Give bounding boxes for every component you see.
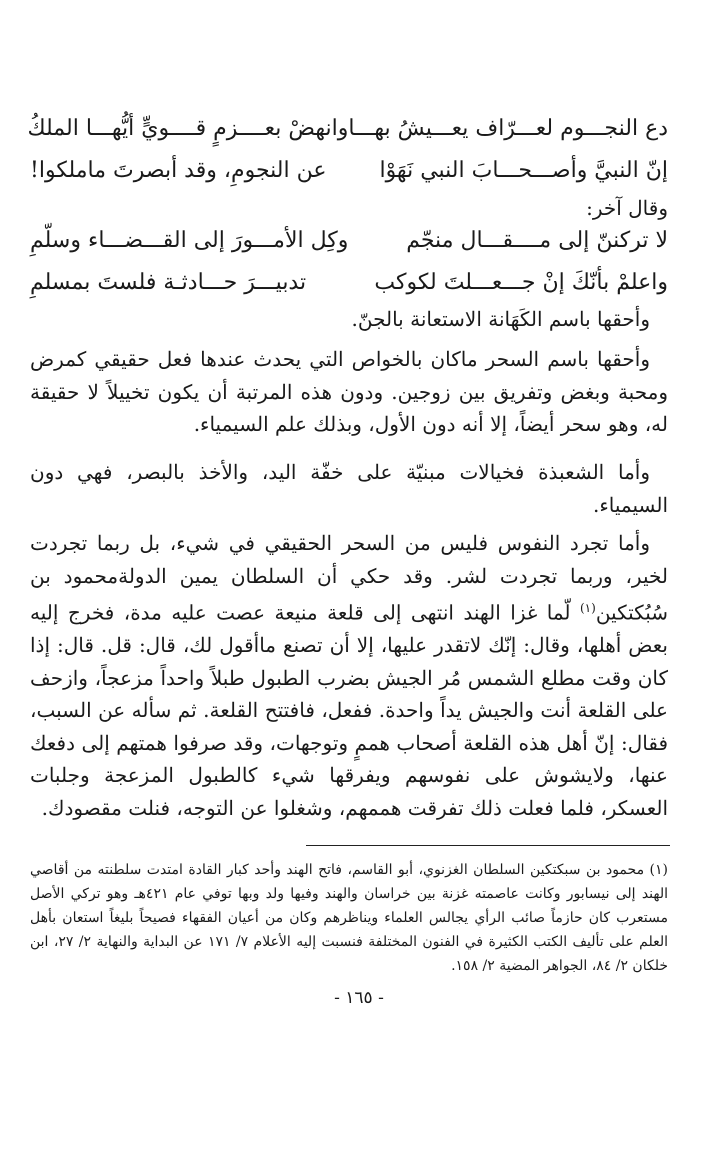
poem2-intro: وقال آخر: — [586, 196, 668, 220]
poem1-line2-second-hemistich: عن النجومِ، وقد أبصرتَ ماملكوا! — [30, 157, 327, 183]
poem1-line1-first-hemistich: دع النجـــوم لعـــرّاف يعـــيشُ بهـــا — [348, 115, 668, 141]
poem1-line2-first-hemistich: إنّ النبيَّ وأصـــحـــابَ النبي نَهَوْا — [379, 157, 668, 183]
poem2-line1-second-hemistich: وكِل الأمـــورَ إلى القـــضـــاء وسلّمِ — [30, 227, 349, 253]
poem2-verse-1 — [30, 220, 668, 260]
poem1-verse-1 — [27, 108, 668, 148]
poem2-line1-first-hemistich: لا تركننّ إلى مــــقـــال منجّم — [406, 227, 668, 253]
poem2-verse-2 — [30, 262, 668, 302]
paragraph-kahana: وأحقها باسم الكَهَانة الاستعانة بالجنّ. — [351, 307, 650, 331]
paragraph-tajarrud-part2: لّما غزا الهند انتهى إلى قلعة منيعة عصت عليه مدة، فخرج إليه بعض أهلها، وقال: إنّك لاتقدر عليها، إلا أن تصنع ماأقول لك، قال: قل. قال: إذا كان وقت مطلع الشمس مُر الجيش بضرب الطبول طبلاً واحداً مزعجاً، وازحف على القلعة أنت والجيش يداً واحدة. ففعل، فافتتح القلعة. ثم سأله عن السبب، فقال: إنّ أهل هذه القلعة أصحاب هممٍ وتوجهات، وقد صرفوا همتهم إلى دفعك عنها، ولايشوش على نفوسهم ويفرقها شيء كالطبول المزعجة وجلبات العسكر، فلما فعلت ذلك تفرقت هممهم، وشغلوا عن التوجه، فنلت مقصودك. — [30, 600, 668, 820]
paragraph-tajarrud-nufus — [30, 527, 668, 824]
paragraph-tajarrud-part1: وأما تجرد النفوس فليس من السحر الحقيقي في شيء، بل ربما تجردت لخير، وربما تجردت لشر. وقد حكي أن السلطان يمين الدولةمحمود بن سُبُكتكين — [30, 531, 668, 625]
paragraph-sihr: وأحقها باسم السحر ماكان بالخواص التي يحدث عندها فعل حقيقي كمرض ومحبة وبغض وتفريق بين زوجين. ودون هذه المرتبة أن يكون تخييلاً لا حقيقة له، وهو سحر أيضاً، إلا أنه دون الأول، وبذلك علم السيمياء. — [30, 347, 668, 436]
footnote-separator — [306, 845, 670, 846]
footnote-reference[interactable]: (١) — [579, 601, 596, 615]
page-number: - ١٦٥ - — [334, 988, 384, 1008]
paragraph-shaabadha: وأما الشعبذة فخيالات مبنيّة على خفّة اليد، والأخذ بالبصر، فهي دون السيمياء. — [30, 460, 668, 517]
poem1-line1-second-hemistich: وانهضْ بعــــزمٍ قــــويٍّ أيُّهـــا الملكُ — [27, 115, 349, 141]
poem2-line2-second-hemistich: تدبيـــرَ حـــادثـة فلستَ بمسلمِ — [30, 269, 307, 295]
poem2-line2-first-hemistich: واعلمْ بأنّكَ إنْ جـــعـــلتَ لكوكب — [374, 269, 668, 295]
footnote-mahmud-ghaznawi: (١) محمود بن سبكتكين السلطان الغزنوي، أبو القاسم، فاتح الهند وأحد كبار القادة امتدت سلطنته من أقاصي الهند إلى نيسابور وكانت عاصمته غزنة بين خراسان والهند وفيها ولد وبها توفي عام ٤٢١هـ وهو تركي الأصل مستعرب كان حازماً صائب الرأي يجالس العلماء ويناظرهم وكان من أعيان الفقهاء فصيحاً بليغاً استعان بأهل العلم على تأليف الكتب الكثيرة في الفنون المختلفة فنسبت إليه الأعلام ٧/ ١٧١ عن البداية والنهاية ٢/ ٢٧، ابن خلكان ٢/ ٨٤، الجواهر المضية ٢/ ١٥٨. — [30, 862, 669, 974]
poem1-verse-2 — [30, 150, 668, 190]
